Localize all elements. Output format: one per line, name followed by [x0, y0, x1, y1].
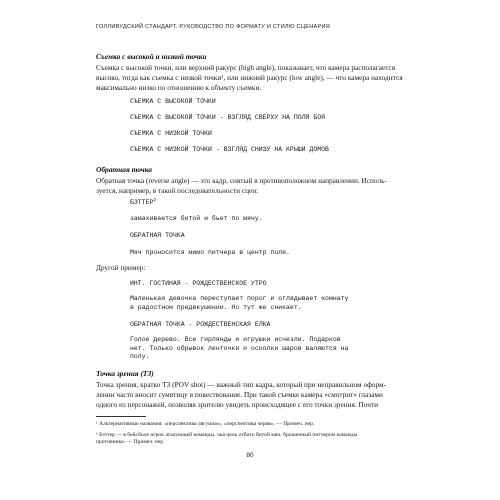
section-heading-pov: Точка зрения (ТЗ): [96, 369, 154, 378]
script-example-line: СЪЕМКА С НИЗКОЙ ТОЧКИ - ВЗГЛЯД СНИЗУ НА КРЫШИ ДОМОВ: [130, 146, 329, 153]
script-action-line: полу.: [130, 353, 150, 361]
footnote-divider: [96, 416, 146, 417]
running-head: ГОЛЛИВУДСКИЙ СТАНДАРТ. РУКОВОДСТВО ПО ФОРМАТУ И СТИЛЮ СЦЕНАРИЯ: [96, 24, 331, 30]
script-character-name: [130, 198, 156, 207]
footnote-line: ¹ Альтернативные названия: «перспектива лягушки», «перспектива червя». — Примеч. пер.: [96, 421, 315, 427]
script-example-line: СЪЕМКА С НИЗКОЙ ТОЧКИ: [130, 130, 212, 137]
section-paragraph-pov: [96, 380, 402, 409]
script-action-line: Маленькая девочка переступает порог и оглядывает комнату: [130, 295, 349, 302]
section-heading-reverse-angle: Обратная точка: [96, 165, 152, 174]
paragraph-line: одного из персонажей, позволяя зрителю увидеть происходящее с его точки зрения. Почти: [96, 399, 378, 409]
footnote-line: ² Бэттер — в бейсболе игрок атакующей команды, чья цель отбить битой мяч, брошенный питчером команды: [96, 432, 358, 438]
paragraph-line: Точка зрения, кратко ТЗ (POV shot) — важный тип кадра, который при неправильном оформ-: [96, 380, 387, 389]
footnote-2: [96, 432, 406, 447]
section-heading-high-low-angle: Съемка с высокой и низкой точки: [96, 52, 207, 61]
footnote-marker: 2: [153, 197, 157, 203]
another-example-text: Другой пример:: [96, 263, 146, 272]
script-slug-line: ОБРАТНАЯ ТОЧКА - РОЖДЕСТВЕНСКАЯ ЕЛКА: [130, 321, 271, 328]
script-example-line: СЪЕМКА С ВЫСОКОЙ ТОЧКИ - ВЗГЛЯД СВЕРХУ НА ПОЛЯ БОЯ: [130, 114, 326, 121]
script-example-line: СЪЕМКА С ВЫСОКОЙ ТОЧКИ: [130, 98, 216, 105]
footnote-line: противника. — Примеч. пер.: [96, 439, 165, 446]
paragraph-line: лении часто вносит сумятицу в повествование. При такой съемке камера «смотрит» глазами: [96, 389, 383, 399]
script-action-line: Мяч проносится мимо питчера в центр поля.: [130, 249, 290, 256]
section-paragraph-reverse-angle: [96, 176, 402, 196]
paragraph-line: зуется, например, в такой последовательности сцен:: [96, 185, 259, 195]
script-slug-line: ИНТ. ГОСТИНАЯ - РОЖДЕСТВЕНСКОЕ УТРО: [130, 280, 267, 287]
paragraph-line: Съемка с высокой точки, или верхний ракурс (high angle), показывает, что камера располагается: [96, 63, 396, 72]
script-action-line: замахивается битой и бьет по мячу.: [130, 215, 263, 222]
footnote-1: [96, 421, 406, 428]
script-action-block: [130, 295, 380, 312]
paragraph-line: высоко, тогда как съемка с низкой точки¹, или нижний ракурс (low angle), — что камера находится: [96, 72, 403, 82]
script-action-block: [130, 336, 380, 362]
script-action-line: в радостном предвкушении. Но тут же сникает.: [130, 303, 302, 311]
paragraph-line: максимально низко по отношению к объекту съемки.: [96, 82, 262, 92]
script-action-line: Голое дерево. Все гирлянды и игрушки исчезли. Подарков: [130, 336, 341, 343]
script-slug-line: ОБРАТНАЯ ТОЧКА: [130, 232, 185, 239]
section-paragraph-high-low-angle: [96, 63, 402, 92]
page-number: 80: [246, 452, 254, 459]
paragraph-line: Обратная точка (reverse angle) — это кадр, снятый в противоположном направлении. Исполь-: [96, 176, 387, 185]
script-action-line: нет. Только обрывок ленточки и осколки шаров валяются на: [130, 344, 349, 352]
character-name-text: БЭТТЕР: [130, 199, 154, 206]
